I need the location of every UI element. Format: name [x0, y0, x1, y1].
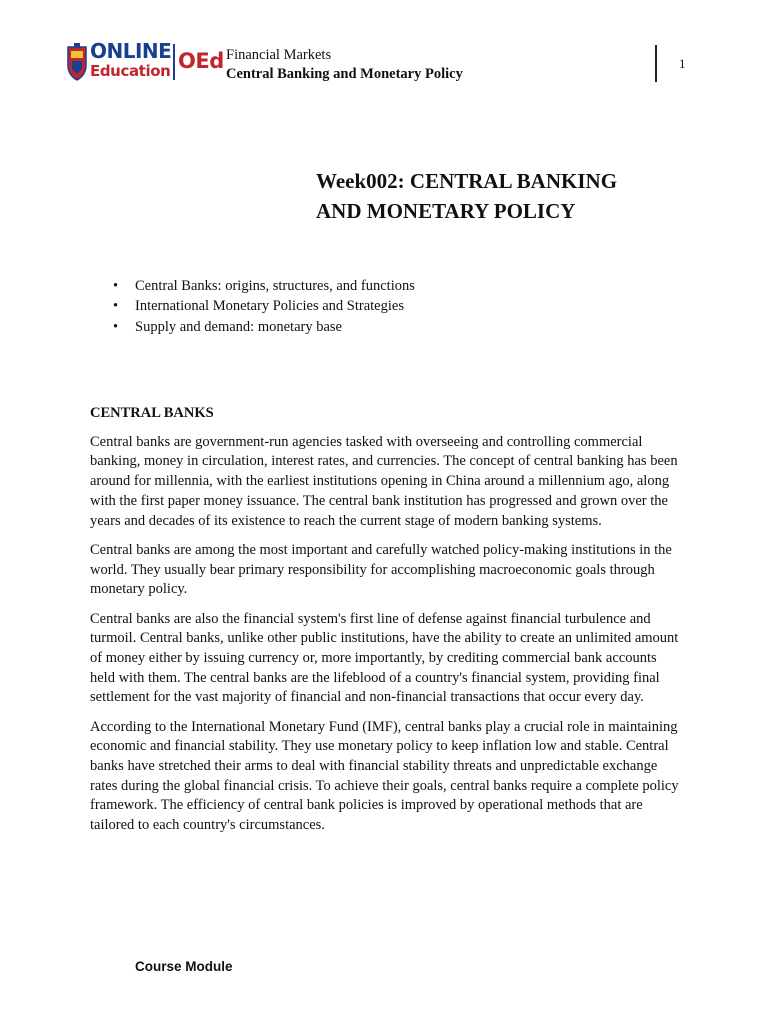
page-title — [316, 166, 676, 226]
main-content — [90, 404, 680, 845]
page-header — [0, 0, 768, 100]
page-title-line-2: AND MONETARY POLICY — [316, 199, 576, 223]
page-title-line-1: Week002: CENTRAL BANKING — [316, 169, 618, 193]
logo-abbreviation: OEd — [178, 49, 224, 73]
list-item: • International Monetary Policies and Strategies — [113, 296, 415, 316]
list-item: • Central Banks: origins, structures, and functions — [113, 276, 415, 296]
university-crest-icon — [66, 43, 88, 81]
online-education-logo — [66, 39, 224, 84]
footer-label: Course Module — [135, 959, 233, 974]
topics-list — [113, 276, 415, 337]
header-divider — [655, 45, 657, 82]
course-info — [226, 46, 463, 84]
list-item: • Supply and demand: monetary base — [113, 317, 415, 337]
logo-divider — [173, 44, 175, 80]
course-name: Financial Markets — [226, 47, 332, 63]
paragraph: Central banks are among the most important and carefully watched policy-making institutions in the world. They usually bear primary responsibility for accomplishing macroeconomic goals through monetary policy. — [90, 541, 672, 598]
paragraph: Central banks are government-run agencies tasked with overseeing and controlling commercial banking, money in circulation, interest rates, and currencies. The concept of central banking has been around for millennia, with the earliest institutions opening in China around a millennium ago, along with the first paper money issuance. The central bank institution has progressed and grown over the years and decades of its existence to reach the current stage of modern banking systems. — [90, 433, 678, 529]
logo-word-education: Education — [90, 62, 171, 80]
paragraph: According to the International Monetary Fund (IMF), central banks play a crucial role in maintaining economic and financial stability. They use monetary policy to keep inflation low and stable. Central banks have stretched their arms to deal with financial stability threats and unpredictable exchange rates during the global financial crisis. To achieve their goals, central banks require a complete policy framework. The efficiency of central bank policies is improved by operational methods that are tailored to each country's circumstances. — [90, 718, 679, 834]
logo-word-online: ONLINE — [90, 39, 172, 63]
page-number: 1 — [679, 56, 686, 71]
paragraph: Central banks are also the financial system's first line of defense against financial turbulence and turmoil. Central banks, unlike other public institutions, have the ability to create an unlimited amount of money either by issuing currency or, more importantly, by crediting commercial bank accounts held with them. The central banks are the lifeblood of a country's financial system, providing final settlement for the vast majority of financial and non-financial transactions that occur every day. — [90, 610, 679, 706]
course-title: Central Banking and Monetary Policy — [226, 66, 463, 82]
section-heading: CENTRAL BANKS — [90, 405, 214, 421]
